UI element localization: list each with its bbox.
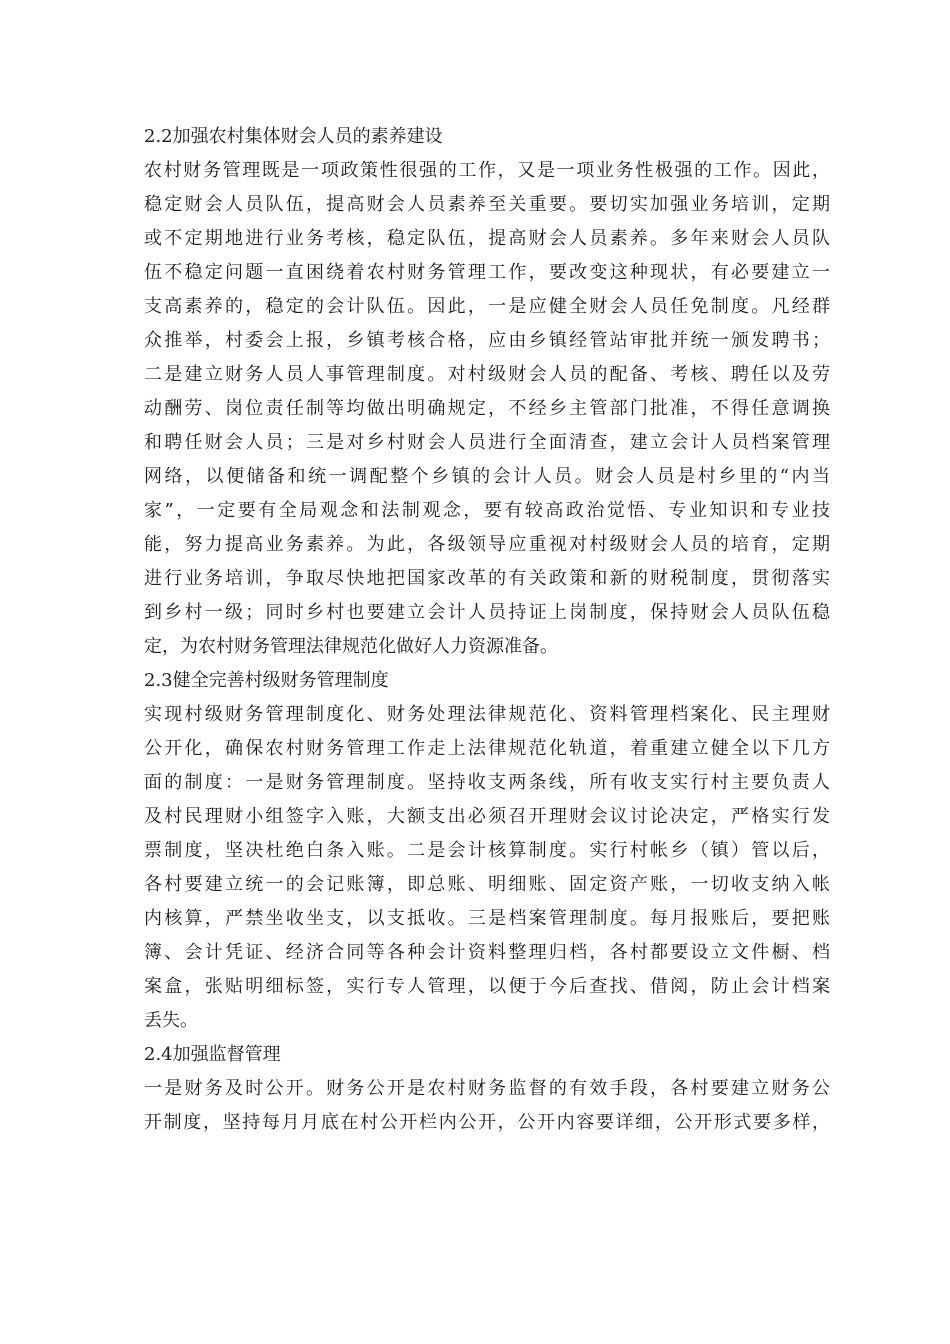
text-line: 实现村级财务管理制度化、财务处理法律规范化、资料管理档案化、民主理财 — [144, 704, 830, 725]
text-line: 票制度，坚决杜绝白条入账。二是会计核算制度。实行村帐乡（镇）管以后， — [144, 840, 830, 861]
text-line: 丢失。 — [144, 1010, 198, 1031]
text-line: 定，为农村财务管理法律规范化做好人力资源准备。 — [144, 636, 558, 657]
section-paragraph — [144, 154, 830, 664]
text-line: 面的制度：一是财务管理制度。坚持收支两条线，所有收支实行村主要负责人 — [144, 772, 830, 793]
text-line: 案盒，张贴明细标签，实行专人管理，以便于今后查找、借阅，防止会计档案 — [144, 976, 830, 997]
text-line: 能，努力提高业务素养。为此，各级领导应重视对村级财会人员的培育，定期 — [144, 534, 830, 555]
text-line: 开制度，坚持每月月底在村公开栏内公开，公开内容要详细，公开形式要多样， — [144, 1112, 830, 1133]
text-line: 或不定期地进行业务考核，稳定队伍，提高财会人员素养。多年来财会人员队 — [144, 228, 830, 249]
section-paragraph — [144, 698, 830, 1038]
text-line: 稳定财会人员队伍，提高财会人员素养至关重要。要切实加强业务培训，定期 — [144, 194, 830, 215]
section-paragraph — [144, 1072, 830, 1140]
text-line: 网络，以便储备和统一调配整个乡镇的会计人员。财会人员是村乡里的“内当 — [144, 466, 830, 487]
text-line: 内核算，严禁坐收坐支，以支抵收。三是档案管理制度。每月报账后，要把账 — [144, 908, 830, 929]
text-line: 动酬劳、岗位责任制等均做出明确规定，不经乡主管部门批准，不得任意调换 — [144, 398, 830, 419]
section-heading: 2.2加强农村集体财会人员的素养建设 — [144, 126, 443, 147]
text-line: 家”，一定要有全局观念和法制观念，要有较高政治觉悟、专业知识和专业技 — [144, 500, 830, 521]
text-line: 二是建立财务人员人事管理制度。对村级财会人员的配备、考核、聘任以及劳 — [144, 364, 830, 385]
text-line: 支高素养的，稳定的会计队伍。因此，一是应健全财会人员任免制度。凡经群 — [144, 296, 830, 317]
text-line: 簿、会计凭证、经济合同等各种会计资料整理归档，各村都要设立文件橱、档 — [144, 942, 830, 963]
document-body — [144, 120, 830, 1140]
text-line: 和聘任财会人员；三是对乡村财会人员进行全面清查，建立会计人员档案管理 — [144, 432, 830, 453]
text-line: 一是财务及时公开。财务公开是农村财务监督的有效手段，各村要建立财务公 — [144, 1078, 830, 1099]
text-line: 进行业务培训，争取尽快地把国家改革的有关政策和新的财税制度，贯彻落实 — [144, 568, 830, 589]
text-line: 农村财务管理既是一项政策性很强的工作，又是一项业务性极强的工作。因此， — [144, 160, 830, 181]
text-line: 及村民理财小组签字入账，大额支出必须召开理财会议讨论决定，严格实行发 — [144, 806, 830, 827]
text-line: 到乡村一级；同时乡村也要建立会计人员持证上岗制度，保持财会人员队伍稳 — [144, 602, 830, 623]
text-line: 公开化，确保农村财务管理工作走上法律规范化轨道，着重建立健全以下几方 — [144, 738, 830, 759]
section-heading: 2.4加强监督管理 — [144, 1044, 281, 1065]
text-line: 众推举，村委会上报，乡镇考核合格，应由乡镇经管站审批并统一颁发聘书； — [144, 330, 830, 351]
text-line: 各村要建立统一的会记账簿，即总账、明细账、固定资产账，一切收支纳入帐 — [144, 874, 830, 895]
text-line: 伍不稳定问题一直困绕着农村财务管理工作，要改变这种现状，有必要建立一 — [144, 262, 830, 283]
section-heading: 2.3健全完善村级财务管理制度 — [144, 670, 389, 691]
